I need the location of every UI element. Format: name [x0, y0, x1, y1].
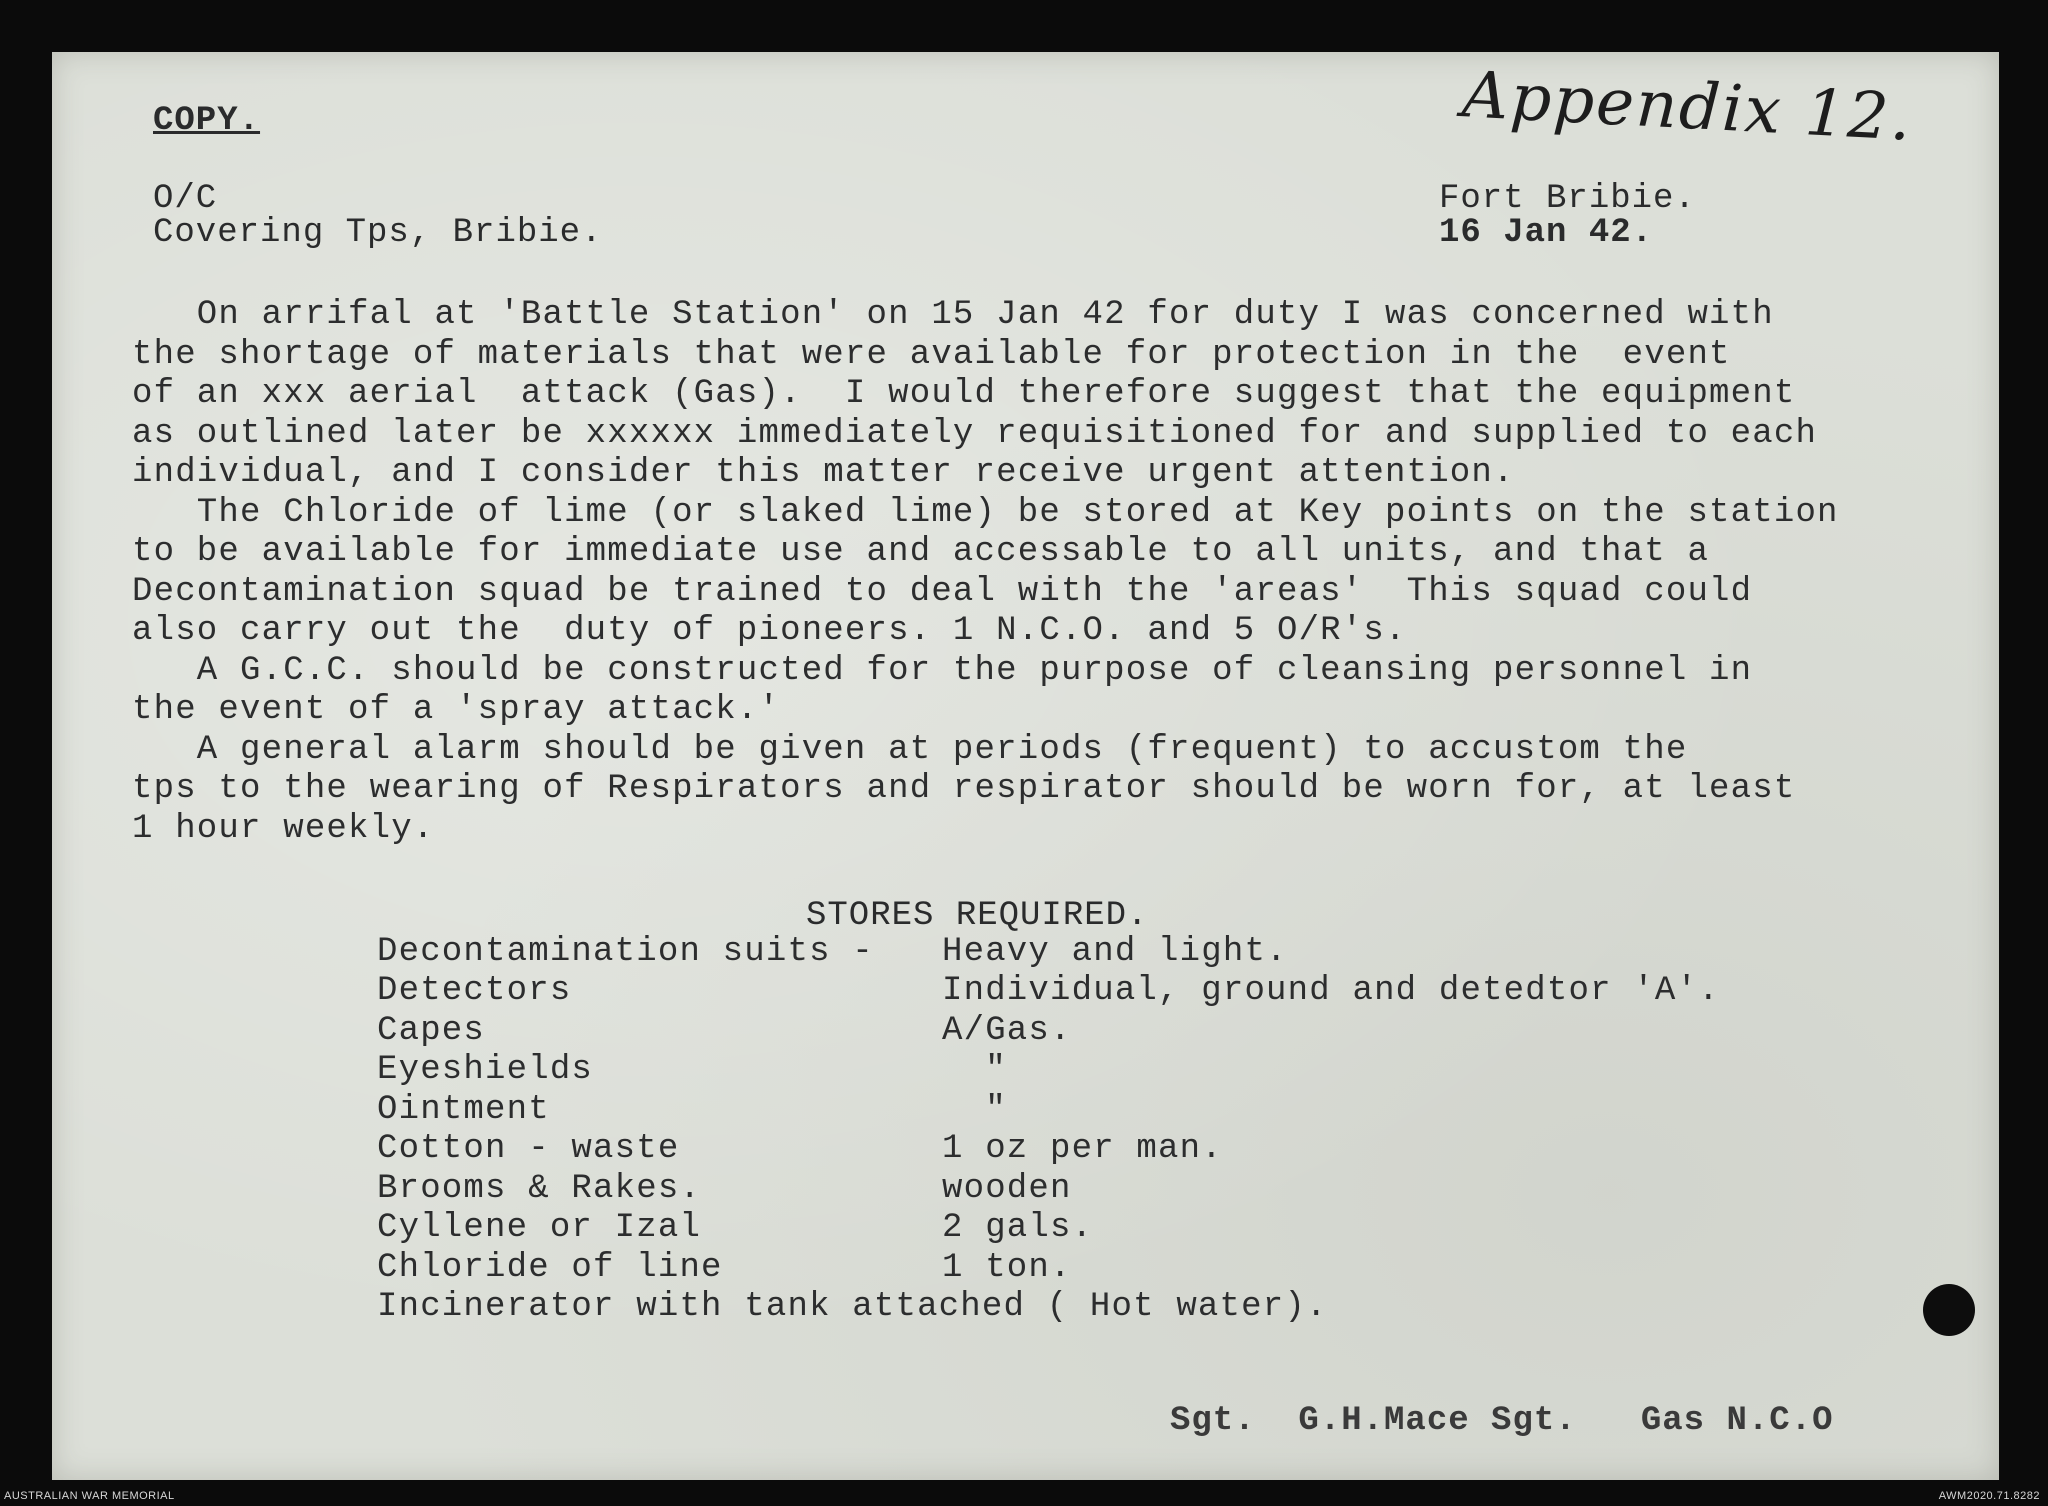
store-qty: "	[942, 1051, 1007, 1090]
store-qty: Individual, ground and detedtor 'A'.	[942, 972, 1720, 1011]
list-item	[377, 1209, 1720, 1249]
store-qty: "	[942, 1090, 1007, 1129]
list-item	[377, 1090, 1720, 1130]
store-item: Detectors	[377, 972, 572, 1011]
list-item	[377, 1130, 1720, 1170]
list-item	[377, 972, 1720, 1012]
list-item	[377, 1169, 1720, 1209]
store-qty: A/Gas.	[942, 1011, 1072, 1050]
stores-list	[377, 932, 1720, 1327]
list-item	[377, 1288, 1720, 1328]
store-item: Ointment	[377, 1090, 550, 1129]
letter-body	[132, 296, 1992, 849]
list-item	[377, 1248, 1720, 1288]
store-item: Decontamination suits -	[377, 932, 874, 971]
date-line: 16 Jan 42.	[1439, 214, 1654, 252]
store-item: Cotton - waste	[377, 1130, 680, 1169]
signature-line: Sgt. G.H.Mace Sgt. Gas N.C.O	[1170, 1402, 1834, 1440]
stores-title: STORES REQUIRED.	[806, 897, 1149, 935]
list-item	[377, 1011, 1720, 1051]
store-qty: 1 ton.	[942, 1248, 1072, 1287]
paragraph-1: On arrifal at 'Battle Station' on 15 Jan 42 for duty I was concerned with the shortage of materials that were available for protection in the event of an xxx aerial attack (Gas). I would therefore suggest that the equipment as outlined later be xxxxxx immediately requisitioned for and supplied to each individual, and I consider this matter receive urgent attention.	[132, 296, 1818, 492]
list-item	[377, 1051, 1720, 1091]
paragraph-3: A G.C.C. should be constructed for the purpose of cleansing personnel in the event of a 'spray attack.'	[132, 651, 1753, 729]
place-line: Fort Bribie.	[1439, 180, 1696, 218]
footer-accession-number: AWM2020.71.8282	[1938, 1490, 2040, 1502]
list-item	[377, 932, 1720, 972]
paragraph-4: A general alarm should be given at periods (frequent) to accustom the tps to the wearing of Respirators and respirator should be worn for, at least 1 hour weekly.	[132, 730, 1796, 848]
store-item: Brooms & Rakes.	[377, 1169, 702, 1208]
store-item: Capes	[377, 1011, 486, 1050]
copy-label: COPY.	[153, 102, 261, 140]
store-qty: 2 gals.	[942, 1209, 1094, 1248]
store-qty: Heavy and light.	[942, 932, 1288, 971]
store-item: Chloride of line	[377, 1248, 723, 1287]
recipient-line-1: O/C	[153, 180, 218, 218]
store-item: Incinerator with tank attached ( Hot water).	[377, 1288, 1328, 1327]
store-qty: 1 oz per man.	[942, 1130, 1223, 1169]
paragraph-2: The Chloride of lime (or slaked lime) be stored at Key points on the station to be available for immediate use and accessable to all units, and that a Decontamination squad be trained to deal with the 'areas' This squad could also carry out the duty of pioneers. 1 N.C.O. and 5 O/R's.	[132, 493, 1839, 650]
handwritten-appendix-note: Appendix 12.	[1460, 58, 1915, 156]
recipient-line-2: Covering Tps, Bribie.	[153, 214, 603, 252]
footer-archive-name: AUSTRALIAN WAR MEMORIAL	[4, 1490, 175, 1502]
store-item: Cyllene or Izal	[377, 1209, 702, 1248]
store-qty: wooden	[942, 1169, 1072, 1208]
punch-hole	[1923, 1284, 1975, 1336]
store-item: Eyeshields	[377, 1051, 594, 1090]
document-page	[52, 52, 1999, 1480]
